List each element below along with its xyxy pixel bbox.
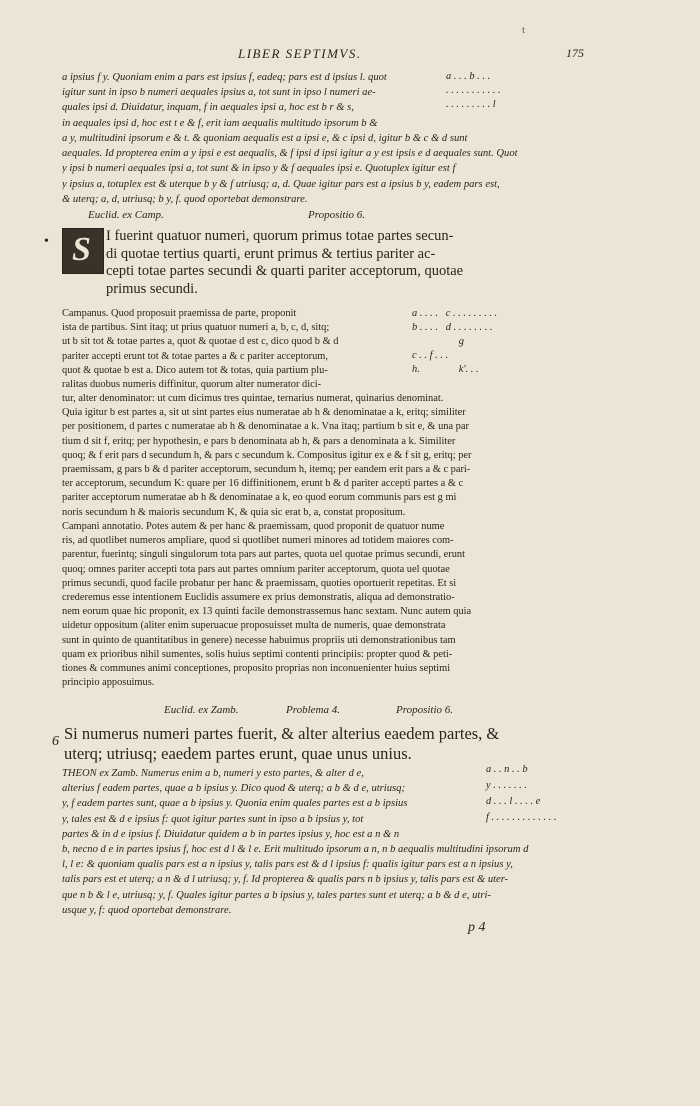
page-header: [0, 46, 700, 66]
text-line: parentur, fuerintq; singuli singulorum tota pars aut partes, quota uel quotae primus secundi, erunt: [62, 549, 465, 561]
text-line: aequales. Id propterea enim a y ipsi e est aequalis, & f ipsi d ipsi igitur a y est ipsis e d aequales sunt. Quot: [62, 148, 518, 160]
top-diagram: a . . . b . . . . . . . . . . . . . . . . . . . . . . . l: [446, 71, 501, 110]
running-title: LIBER SEPTIMVS.: [238, 46, 362, 61]
text-line: quam ex prioribus nihil sumentes, solis huius septimi contenti principiis: propter quod & peti-: [62, 648, 453, 660]
zamb-heading-mid: [286, 704, 340, 716]
prop6-heading: [88, 209, 164, 221]
text-line: uterq; utriusq; eaedem partes erunt, quae unus unius.: [64, 744, 412, 763]
text-line: & uterq; a, d, utriusq; b y, f. quod oportebat demonstrare.: [62, 193, 308, 205]
decorated-initial: [62, 228, 104, 274]
text-line: praemissam, g pars b & d pariter acceptorum, secundum h, itemq; per eandem erit pars a & c pari-: [62, 464, 471, 476]
text-line: tur, alter denominator: ut cum dicimus tres quintae, ternarius numerat, quinarius denominat.: [62, 393, 444, 404]
text-line: per positionem, d partes c numeratae ab h & denominatae a k. Vna itaq; partium b sit e, & una par: [62, 421, 469, 433]
text-line: ista de partibus. Sint itaq; ut prius quatuor numeri a, b, c, d, sitq;: [62, 322, 330, 334]
text-line: Campanus. Quod proposuit praemissa de parte, proponit: [62, 308, 297, 319]
prop6-statement: [106, 228, 626, 298]
campanus-commentary: [62, 307, 407, 392]
theon-commentary-wide: [62, 842, 622, 918]
theon-commentary: [62, 766, 462, 842]
signature-mark: p 4: [468, 920, 486, 935]
heading-mid: Problema 4.: [286, 704, 340, 716]
text-line: crederemus esse intentionem Euclidis assumere ex prius demonstratis, aliqua ad demonstratio-: [62, 592, 455, 604]
text-line: ris, ad quotlibet numeros ampliare, quod si quotlibet numeri minores ad totidem maiores com-: [62, 535, 454, 547]
zamb-heading-left: [164, 704, 239, 716]
text-line: di quotae tertius quarti, erunt primus & tertius pariter ac-: [106, 245, 436, 262]
text-line: tiones & communes animi conceptiones, proposito proprias non inconuenienter huius septimi: [62, 663, 451, 675]
text-line: b, necno d e in partes ipsius f, hoc est d l & l e. Erit multitudo ipsorum a n, n b aequalis multitudini ipsorum d: [62, 844, 529, 855]
text-line: l, l e: & quoniam qualis pars est a n ipsius y, talis pars est & d l ipsius f: qualis igitur pars est a n ipsius y,: [62, 859, 513, 871]
text-line: igitur sunt in ipso b numeri aequales ipsius a, tot sunt in ipso l numeri ae-: [62, 87, 376, 99]
text-line: quot & quotae b est a. Dico autem tot & totas, quia partium plu-: [62, 364, 328, 376]
campanus-commentary-wide: [62, 392, 622, 520]
text-line: quales ipsi d. Diuidatur, inquam, f in aequales ipsi a, hoc est b r & s,: [62, 102, 354, 114]
text-line: nem eorum quae hic proponit, ex 13 quinti facile demonstrassemus hanc sextam. Nunc autem quia: [62, 606, 472, 618]
text-line: a y, multitudini ipsorum e & t. & quoniam aequalis est a ipsi e, & c ipsi d, igitur b & c & d sunt: [62, 133, 468, 144]
heading-right: Propositio 6.: [308, 209, 366, 221]
zamb-heading-right: [396, 704, 453, 716]
proof-continuation-wide: [62, 131, 622, 207]
page-number: 175: [566, 46, 584, 60]
text-line: y ipsi b numeri aequales ipsi a, tot sunt & in ipso y & f aequales ipsi e. Quotuplex igitur est f: [62, 163, 456, 175]
zamb-statement: [64, 724, 624, 764]
text-line: THEON ex Zamb. Numerus enim a b, numeri y esto partes, & alter d e,: [62, 768, 364, 779]
heading-left: Euclid. ex Zamb.: [164, 704, 239, 716]
initial-letter: S: [72, 231, 91, 268]
text-line: partes & in d e ipsius f. Diuidatur quidem a b in partes ipsius y, hoc est a n & n: [62, 828, 400, 840]
heading-right: Propositio 6.: [396, 704, 454, 716]
text-line: primus secundi, quod facile probatur per hanc & praemissam, quoties oportuerit repetitas. Et si: [62, 577, 457, 589]
text-line: que n b & l e, utriusq; y, f. Quales igitur partes a b ipsius y, tales partes sunt et uterq; a b & d e, utri-: [62, 889, 491, 901]
text-line: in aequales ipsi d, hoc est t e & f, erit iam aequalis multitudo ipsorum b &: [62, 117, 378, 129]
text-line: cepti totae partes secundi & quarti pariter acceptorum, quotae: [106, 263, 464, 279]
text-line: primus secundi.: [106, 280, 198, 297]
text-line: sunt in quinto de quantitatibus in genere) necesse habuimus propriis uti demonstrationibus tam: [62, 634, 456, 646]
text-line: ralitas duobus numeris diffinitur, quorum alter numerator dici-: [62, 379, 322, 391]
proof-continuation: [62, 70, 442, 131]
text-line: alterius f eadem partes, quae a b ipsius y. Dico quod & uterq; a b & d e, utriusq;: [62, 783, 405, 795]
text-line: Si numerus numeri partes fuerit, & alter alterius eaedem partes, &: [64, 724, 500, 743]
text-line: y, f eadem partes sunt, quae a b ipsius y. Quonia enim quales partes est a b ipsius: [62, 798, 408, 810]
text-line: pariter accepti erunt tot & totae partes a & c pariter acceptorum,: [62, 350, 328, 362]
campanus-diagram: a . . . . c . . . . . . . . . b . . . . d . . . . . . . . g c . . f . . . h. k'. . .: [412, 308, 498, 375]
text-line: Quia igitur b est partes a, sit ut sint partes eius numeratae ab h & denominatae a k, eritq; similiter: [62, 407, 466, 419]
prop6-heading-right: [308, 209, 365, 221]
text-line: talis pars est et uterq; a n & d l utriusq; y, f. Id propterea & qualis pars n b ipsius y, talis pars est & uter-: [62, 874, 509, 886]
text-line: tium d sit f, eritq; per hypothesin, e pars b denominata ab h, & pars a denominata a k. Similiter: [62, 435, 456, 447]
text-line: usque y, f: quod oportebat demonstrare.: [62, 904, 232, 916]
theon-diagram: a . . n . . b y . . . . . . . d . . . l . . . . e f . . . . . . . . . . . . .: [486, 764, 557, 823]
heading-left: Euclid. ex Camp.: [88, 209, 164, 221]
text-line: I fuerint quatuor numeri, quorum primus totae partes secun-: [106, 228, 454, 244]
text-line: ter acceptorum, secundum K: quare per 16 diffinitionem, erunt b & d pariter accepti partes a & c: [62, 478, 464, 490]
text-line: principio apposuimus.: [62, 677, 155, 689]
text-line: quoq; omnes pariter accepti tota pars aut partes omnium pariter acceptorum, quota uel quotae: [62, 563, 450, 575]
campanus-annotation: [62, 520, 622, 690]
text-line: ut b sit tot & totae partes a, quot & quotae d est c, dico quod b & d: [62, 336, 339, 348]
top-mark: t: [522, 24, 526, 36]
text-line: quoq; & f erit pars d secundum h, & pars c secundum k. Compositus igitur ex e & f sit g, eritq; per: [62, 449, 472, 461]
text-line: pariter acceptorum numeratae ab h & denominatae a k, eo quod eorum communis pars est g mi: [62, 492, 457, 504]
text-line: y ipsius a, totuplex est & uterque b y & f utriusq; a, d. Quae igitur pars est a ipsius b y, eadem pars est,: [62, 178, 500, 190]
text-line: y, tales est & d e ipsius f: quot igitur partes sunt in ipso a b ipsius y, tot: [62, 813, 364, 825]
margin-dot: •: [44, 234, 49, 249]
text-line: uidetur oppositum (aliter enim superuacue proposuisset multa de numeris, quae demonstrata: [62, 620, 446, 632]
text-line: Campani annotatio. Potes autem & per hanc & praemissam, quod proponit de quatuor nume: [62, 521, 445, 532]
margin-number: 6: [52, 734, 59, 749]
text-line: a ipsius f y. Quoniam enim a pars est ipsius f, eadeq; pars est d ipsius l. quot: [62, 72, 387, 83]
text-line: noris secundum h & maioris secundum K, & quia sic erat b, a, constat propositum.: [62, 506, 406, 518]
